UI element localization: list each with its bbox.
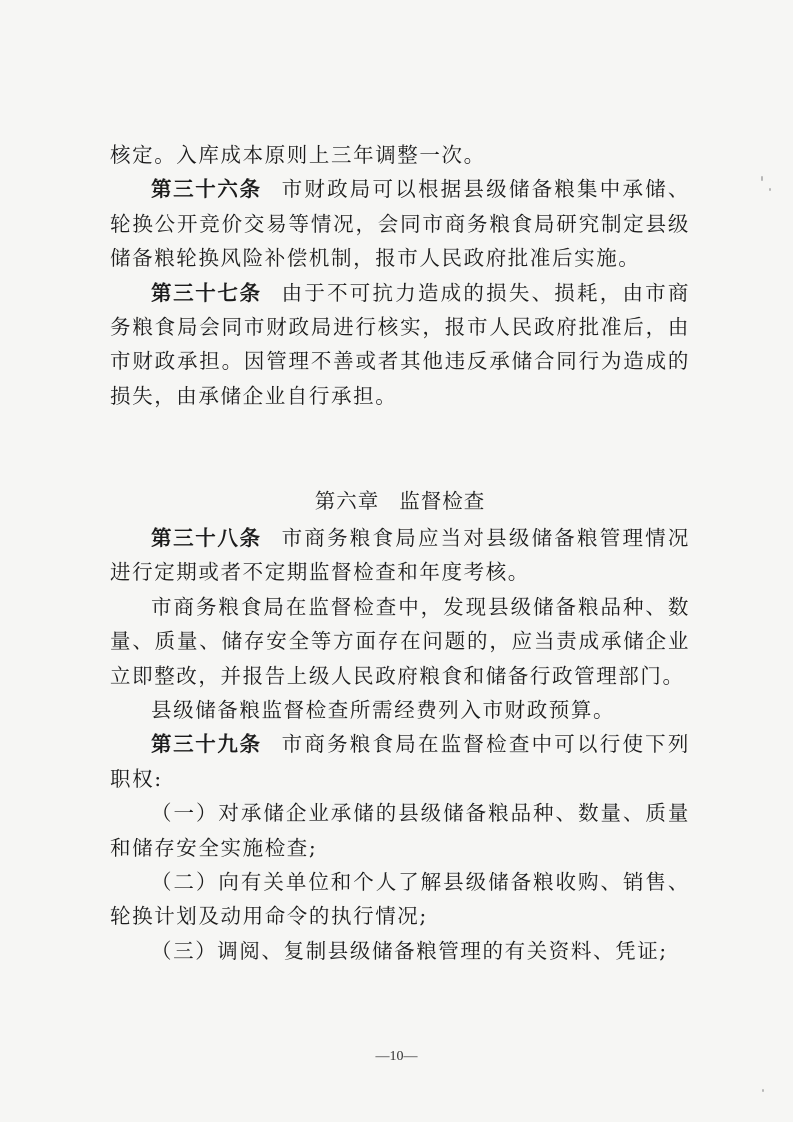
list-item-1: （一）对承储企业承储的县级储备粮品种、数量、质量和储存安全实施检查; bbox=[110, 801, 690, 860]
paragraph-rectification: 市商务粮食局在监督检查中，发现县级储备粮品种、数量、质量、储存安全等方面存在问题的，应当责成承储企业立即整改，并报告上级人民政府粮食和储备行政管理部门。 bbox=[110, 594, 690, 688]
article-37-label: 第三十七条 bbox=[151, 280, 262, 305]
chapter-number: 第六章 bbox=[314, 489, 380, 513]
article-36 bbox=[110, 172, 690, 275]
list-item-2: （二）向有关单位和个人了解县级储备粮收购、销售、轮换计划及动用命令的执行情况; bbox=[110, 870, 690, 929]
article-39-label: 第三十九条 bbox=[151, 732, 262, 757]
section-before-chapter bbox=[110, 138, 690, 413]
article-38-label: 第三十八条 bbox=[151, 526, 262, 550]
article-37 bbox=[110, 276, 690, 414]
article-36-text: 市财政局可以根据县级储备粮集中承储、轮换公开竞价交易等情况，会同市商务粮食局研究制定县级储备粮轮换风险补偿机制，报市人民政府批准后实施。 bbox=[110, 177, 691, 271]
article-39-text: 市商务粮食局在监督检查中可以行使下列职权: bbox=[110, 732, 691, 791]
scan-speck bbox=[769, 188, 771, 191]
chapter-title: 监督检查 bbox=[399, 489, 486, 513]
paragraph-budget: 县级储备粮监督检查所需经费列入市财政预算。 bbox=[151, 698, 616, 723]
section-supervision bbox=[110, 521, 690, 968]
article-39 bbox=[110, 727, 690, 796]
scan-speck bbox=[761, 176, 763, 181]
chapter-heading bbox=[110, 484, 690, 518]
article-38 bbox=[110, 521, 690, 590]
list-item-3: （三）调阅、复制县级储备粮管理的有关资料、凭证; bbox=[151, 938, 668, 963]
article-38-text: 市商务粮食局应当对县级储备粮管理情况进行定期或者不定期监督检查和年度考核。 bbox=[110, 526, 691, 585]
scan-speck bbox=[762, 1089, 764, 1092]
page-number: —10— bbox=[375, 1049, 418, 1064]
paragraph-entry-cost: 核定。入库成本原则上三年调整一次。 bbox=[110, 143, 486, 167]
article-37-text: 由于不可抗力造成的损失、损耗，由市商务粮食局会同市财政局进行核实，报市人民政府批准后，由市财政承担。因管理不善或者其他违反承储合同行为造成的损失，由承储企业自行承担。 bbox=[110, 280, 691, 408]
article-36-label: 第三十六条 bbox=[151, 177, 262, 202]
